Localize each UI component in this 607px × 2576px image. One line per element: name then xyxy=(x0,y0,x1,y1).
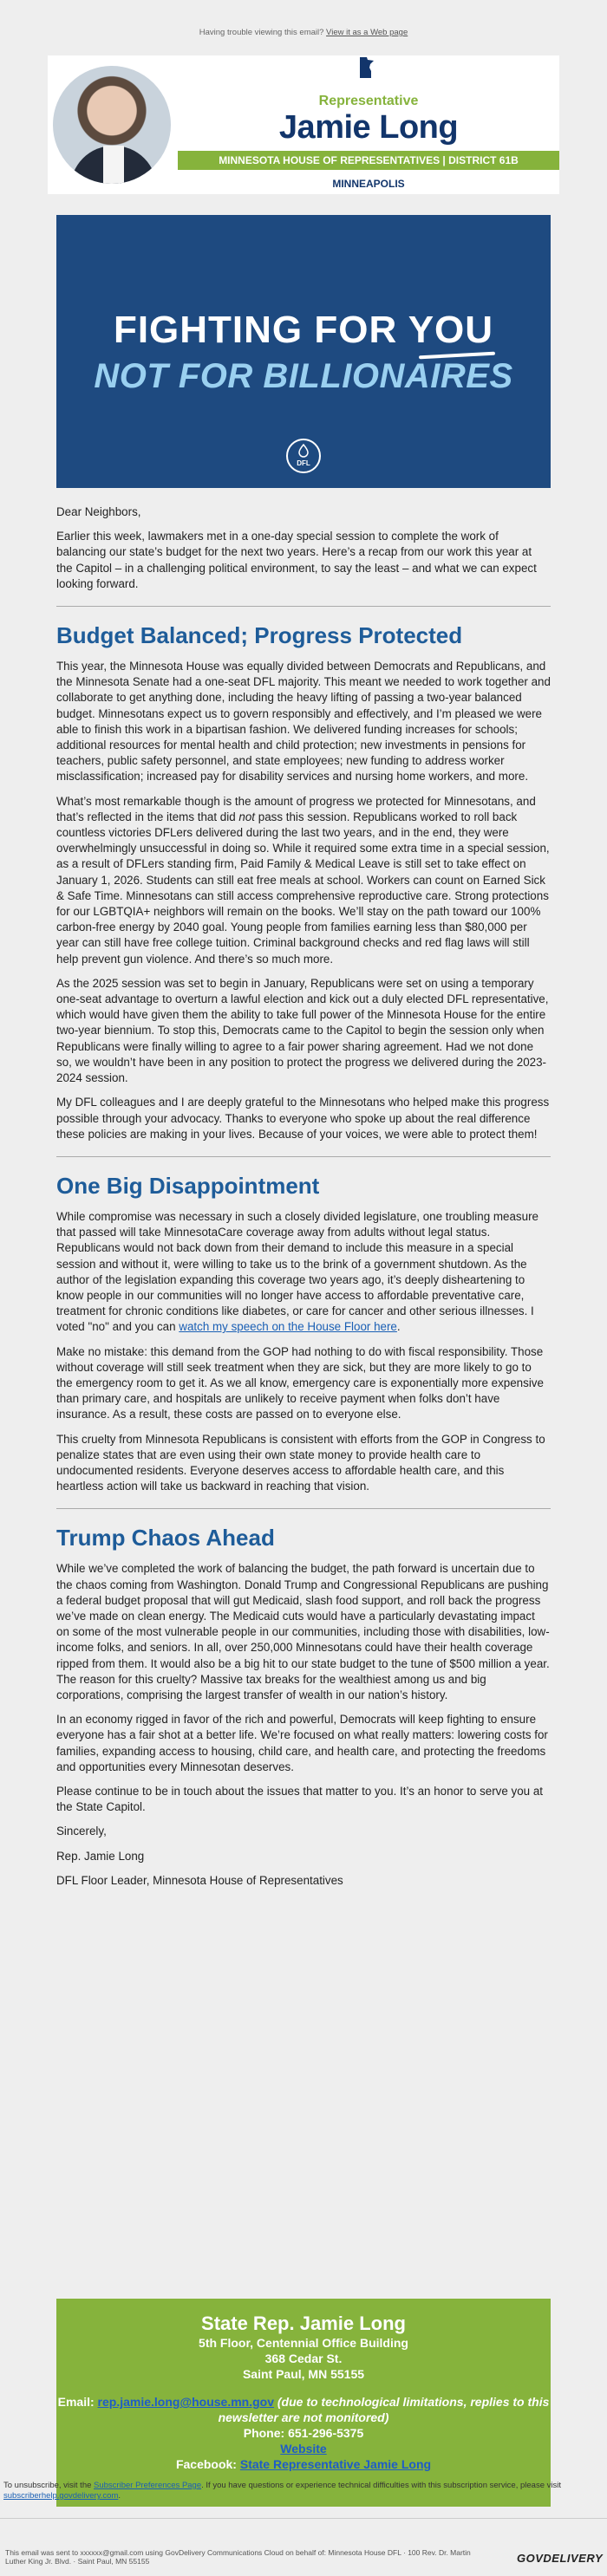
subscriber-preferences-link[interactable]: Subscriber Preferences Page xyxy=(94,2481,202,2490)
footer-phone: Phone: 651-296-5375 xyxy=(243,2426,364,2440)
web-view-link[interactable]: View it as a Web page xyxy=(326,28,408,37)
contact-footer xyxy=(56,2299,551,2507)
avatar xyxy=(51,64,173,185)
footer-spacer xyxy=(56,2382,551,2394)
district-bar: MINNESOTA HOUSE OF REPRESENTATIVES | DISTRICT 61B xyxy=(178,151,559,170)
section-title-budget: Budget Balanced; Progress Protected xyxy=(56,622,463,649)
section-title-trump: Trump Chaos Ahead xyxy=(56,1525,275,1551)
budget-p2-end: pass this session. Republicans worked to roll back countless victories DFLers delivered during the last two years, and in the end, they were overwhelmingly unsuccessful in doing so. While it required some extra time in a special session, as a result of DFLers standing firm, Paid Family & Medical Leave is still set to take effect on January 1, 2026. Students can still eat free meals at school. Workers can count on Earned Sick & Safe Time. Minnesotans can still access comprehensive reproductive care. Strong protections for our LGBTQIA+ neighbors will remain on the books. We’ll stay on the path toward our 100% carbon-free energy by 2040 goal. Young people from families earning less than $80,000 per year can still have free college tuition. Criminal background checks and red flag laws will still help prevent gun violence. And there’s so much more. xyxy=(56,810,550,966)
section-title-disappointment: One Big Disappointment xyxy=(56,1172,320,1199)
trump-paragraph-2: In an economy rigged in favor of the rich and powerful, Democrats will keep fighting to ensure everyone has a fair shot at a better life. We’re focused on what really matters: lowering costs for families, expanding access to housing, child care, and health care, and protecting the freedoms and opportunities every Minnesotan deserves. xyxy=(56,1713,548,1773)
footer-name: State Rep. Jamie Long xyxy=(201,2313,406,2334)
banner-image xyxy=(56,215,551,488)
rep-label: Representative xyxy=(318,94,419,108)
footer-email-note: (due to technological limitations, replies to this newsletter are not monitored) xyxy=(218,2395,550,2424)
intro-paragraph: Earlier this week, lawmakers met in a one-day special session to complete the work of balancing our state’s budget for the next two years. Here’s a recap from our work this year at the Capitol – in a challenging political environment, to say the least – and what we can expect looking forward. xyxy=(56,530,537,590)
email-body xyxy=(48,55,559,2471)
floor-speech-link[interactable]: watch my speech on the House Floor here xyxy=(179,1320,397,1334)
disappointment-p1-text: While compromise was necessary in such a closely divided legislature, one troubling measure that passed will take MinnesotaCare coverage away from adults without legal status. Republicans would not back down from their demand to include this measure in a special session and without it, were willing to take us to the brink of a government shutdown. As the author of the legislation expanding this coverage two years ago, it’s deeply disheartening to know people in our communities will no longer have access to affordable preventative care, treatment for chronic conditions like diabetes, or care for cancer and other serious illnesses. I voted "no" and you can xyxy=(56,1209,538,1334)
footer-address-1: 5th Floor, Centennial Office Building xyxy=(199,2336,408,2350)
city-label: MINNEAPOLIS xyxy=(332,178,405,190)
disappointment-paragraph-2: Make no mistake: this demand from the GOP had nothing to do with fiscal responsibility. Those without coverage will still seek treatment when they are sick, but they are more likely to go to the emergency room to get it. As we all know, emergency care is exponentially more expensive than primary care, and hospitals are unlikely to receive payment when folks don’t have insurance. As a result, these costs are passed on to everyone else. xyxy=(56,1344,544,1421)
divider xyxy=(56,1508,551,1509)
budget-p2-emphasis: not xyxy=(238,810,256,823)
footer-address-2: 368 Cedar St. xyxy=(264,2352,343,2365)
legal-divider xyxy=(0,2518,607,2519)
govdelivery-logo: GOVDELIVERY xyxy=(517,2552,604,2565)
closing: Sincerely, xyxy=(56,1825,107,1838)
footer-website-link[interactable]: Website xyxy=(280,2442,327,2456)
rep-name: Jamie Long xyxy=(278,109,459,146)
disappointment-paragraph-3: This cruelty from Minnesota Republicans is consistent with efforts from the GOP in Congress to penalize states that are even using their own state money to provide health care to undocumented residents. Everyone deserves access to affordable health care, and this heartless action will take us backward in reaching that vision. xyxy=(56,1432,545,1493)
unsub-text-c: . xyxy=(118,2491,121,2501)
budget-p2-start: What’s most remarkable though is the amount of progress we protected for Minnesotans, and that’s reflected in the items that did xyxy=(56,794,536,823)
footer-email-link[interactable]: rep.jamie.long@house.mn.gov xyxy=(97,2395,274,2409)
budget-paragraph-2 xyxy=(56,794,551,967)
divider xyxy=(56,606,551,607)
footer-website-line xyxy=(56,2441,551,2456)
footer-email-label: Email: xyxy=(57,2395,95,2409)
subscriber-help-link[interactable]: subscriberhelp.govdelivery.com xyxy=(3,2491,119,2501)
dfl-logo-text: DFL xyxy=(297,459,310,467)
budget-paragraph-3: As the 2025 session was set to begin in January, Republicans were set on using a temporary one-seat advantage to overturn a lawful election and kick out a duly elected DFL representative, which would have given them the ability to take full power of the Minnesota House for the entire two-year biennium. To stop this, Democrats came to the Capitol to begin the session only when Republicans were finally willing to agree to a fair power sharing agreement. Had we not done so, we wouldn’t have been in any position to protect the progress we delivered during the 2023-2024 session. xyxy=(56,976,549,1085)
budget-paragraph-1: This year, the Minnesota House was equally divided between Democrats and Republicans, and the Minnesota Senate had a one-seat DFL majority. This meant we needed to work together and collaborate to get anything done, including the heavy lifting of passing a two-year balanced budget. Minnesotans expect us to govern responsibly and effectively, and I’m pleased we were able to finish this work in a bipartisan fashion. We delivered funding increases for schools; additional resources for mental health and child protection; new investments in pensions for teachers, public safety personnel, and state employees; new funding to address worker misclassification; increased pay for disability services and nursing home workers, and more. xyxy=(56,660,551,784)
header xyxy=(48,55,559,194)
signature-title: DFL Floor Leader, Minnesota House of Representatives xyxy=(56,1873,343,1887)
footer-facebook-label: Facebook: xyxy=(175,2457,237,2471)
preheader xyxy=(0,0,607,35)
trump-paragraph-3: Please continue to be in touch about the issues that matter to you. It’s an honor to serve you at the State Capitol. xyxy=(56,1785,544,1814)
preheader-text: Having trouble viewing this email? xyxy=(199,28,324,37)
banner-line2: NOT FOR BILLIONAIRES xyxy=(94,357,513,395)
dfl-logo-icon xyxy=(286,439,321,473)
avatar-shirt xyxy=(103,146,124,185)
greeting: Dear Neighbors, xyxy=(56,505,141,518)
footer-facebook-line xyxy=(56,2456,551,2472)
divider xyxy=(56,1156,551,1157)
unsubscribe-notice xyxy=(0,2481,607,2501)
main-content xyxy=(56,504,551,1897)
unsub-text-a: To unsubscribe, visit the xyxy=(3,2481,92,2490)
trump-paragraph-1: While we’ve completed the work of balancing the budget, the path forward is uncertain due to the chaos coming from Washington. Donald Trump and Congressional Republicans are pushing a federal budget proposal that will gut Medicaid, slash food support, and roll back the progress we’ve made on clean energy. The Medicaid cuts would have a particularly devastating impact on some of the most vulnerable people in our communities, including those with disabilities, low-income folks, and seniors. In all, over 250,000 Minnesotans could have their health coverage ripped from them. It would also be a big hit to our state budget to the tune of $500 million a year. The reason for this cruelty? Massive tax breaks for the wealthiest among us and big corporations, comprising the largest transfer of wealth in our nation’s history. xyxy=(56,1562,550,1701)
footer-facebook-link[interactable]: State Representative Jamie Long xyxy=(239,2457,432,2471)
minnesota-state-icon xyxy=(358,57,375,78)
banner-line1: FIGHTING FOR YOU xyxy=(113,309,494,351)
unsub-text-b: . If you have questions or experience technical difficulties with this subscription service, please visit xyxy=(201,2481,561,2490)
budget-paragraph-4: My DFL colleagues and I are deeply grateful to the Minnesotans who helped make this progress possible through your advocacy. Thanks to everyone who spoke up about the real difference these policies are making in your lives. Because of your voices, we were able to protect them! xyxy=(56,1096,550,1141)
disappointment-paragraph-1: While compromise was necessary in such a closely divided legislature, one troubling measure that passed will take MinnesotaCare coverage away from adults without legal status. Republicans would not back down from their demand to include this measure in a special session and without it, were willing to take us to the brink of a government shutdown. As the author of the legislation expanding this coverage two years ago, it’s deeply disheartening to know people in our communities will no longer have access to affordable preventative care, treatment for chronic conditions like diabetes, or care for cancer and other serious illnesses. I voted "no" and you can watch my speech on the House Floor here. xyxy=(56,1209,538,1334)
signature-name: Rep. Jamie Long xyxy=(56,1849,145,1863)
legal-notice: This email was sent to xxxxxx@gmail.com using GovDelivery Communications Cloud on behalf of: Minnesota House DFL · 100 Rev. Dr. Martin Luther King Jr. Blvd. · Saint Paul, MN 55155 xyxy=(5,2548,471,2566)
footer-address-3: Saint Paul, MN 55155 xyxy=(242,2367,365,2381)
dfl-drop-icon xyxy=(297,444,310,458)
footer-email-line xyxy=(56,2394,551,2425)
